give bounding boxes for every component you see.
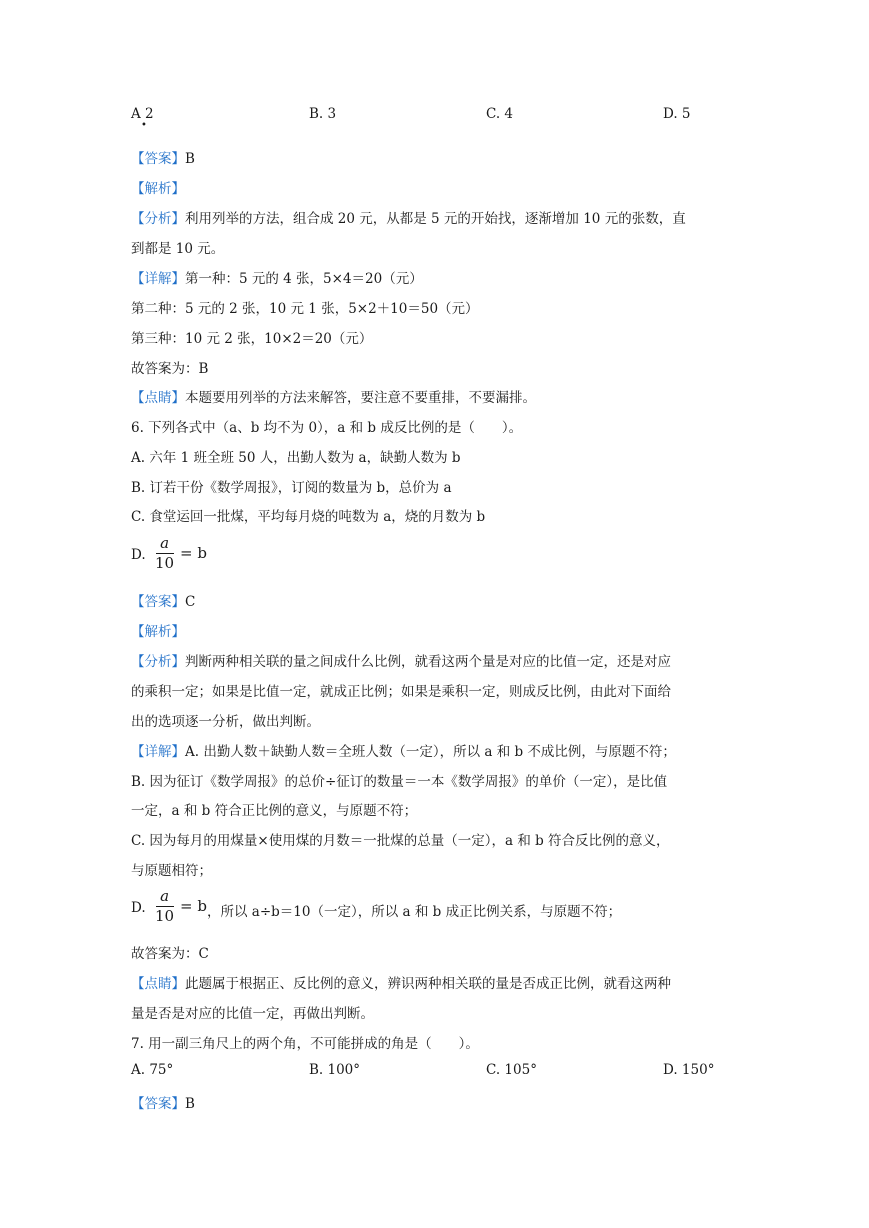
fenxi-text: 利用列举的方法，组合成 20 元，从都是 5 元的开始找，逐渐增加 10 元的张数，直 <box>185 211 686 227</box>
q5-option-b: B. 3 <box>309 106 337 122</box>
q6-detail-b-line-1: B. 因为征订《数学周报》的总价÷征订的数量＝一本《数学周报》的单价（一定），是比值 <box>131 774 668 790</box>
q5-fenxi-line-2: 到都是 10 元。 <box>131 241 225 257</box>
q7-option-c: C. 105° <box>486 1062 537 1078</box>
fenxi-tag: 【分析】 <box>131 211 185 227</box>
answer-tag: 【答案】 <box>131 1096 185 1112</box>
q5-dianjing <box>131 386 536 406</box>
q5-conclusion: 故答案为：B <box>131 361 209 377</box>
q7-stem: 7. 用一副三角尺上的两个角，不可能拼成的角是（ ）。 <box>131 1036 479 1052</box>
q6-detail-b-line-2: 一定，a 和 b 符合正比例的意义，与原题不符； <box>131 803 418 819</box>
q6-detail-d-text: ，所以 a÷b＝10（一定），所以 a 和 b 成正比例关系，与原题不符； <box>207 904 622 920</box>
q6-detail-d-fraction <box>155 888 174 925</box>
q6-stem: 6. 下列各式中（a、b 均不为 0），a 和 b 成反比例的是（ ）。 <box>131 420 523 436</box>
q6-answer <box>131 590 195 610</box>
q5-option-a: A 2 <box>131 106 154 122</box>
q6-fenxi-line-2: 的乘积一定；如果是比值一定，就成正比例；如果是乘积一定，则成反比例，由此对下面给 <box>131 684 671 700</box>
q6-conclusion: 故答案为：C <box>131 946 209 962</box>
q7-option-a: A. 75° <box>131 1062 174 1078</box>
q6-option-c: C. 食堂运回一批煤，平均每月烧的吨数为 a，烧的月数为 b <box>131 509 486 525</box>
q6-option-d-label: D. <box>131 547 146 563</box>
detail-tag: 【详解】 <box>131 271 185 287</box>
q6-detail-a <box>131 740 676 760</box>
q6-dianjing-line-1 <box>131 972 671 992</box>
q6-fenxi-line-3: 出的选项逐一分析，做出判断。 <box>131 714 320 730</box>
answer-value: B <box>185 1096 195 1112</box>
detail-tag: 【详解】 <box>131 744 185 760</box>
fraction-denominator: 10 <box>155 554 175 572</box>
q5-answer <box>131 147 195 167</box>
q7-option-d: D. 150° <box>663 1062 715 1078</box>
q5-option-c: C. 4 <box>486 106 514 122</box>
q6-detail-c-line-1: C. 因为每月的用煤量×使用煤的月数＝一批煤的总量（一定），a 和 b 符合反比例的意义， <box>131 833 670 849</box>
q6-detail-d-rhs: = b <box>180 897 207 915</box>
q6-detail-d-label: D. <box>131 900 146 916</box>
fraction-denominator: 10 <box>155 907 175 925</box>
detail-text: A. 出勤人数＋缺勤人数＝全班人数（一定），所以 a 和 b 不成比例，与原题不符； <box>185 744 676 760</box>
fenxi-text: 判断两种相关联的量之间成什么比例，就看这两个量是对应的比值一定，还是对应 <box>185 654 671 670</box>
dianjing-tag: 【点睛】 <box>131 976 185 992</box>
q6-option-d-rhs: = b <box>180 544 207 562</box>
answer-tag: 【答案】 <box>131 151 185 167</box>
q6-option-a: A. 六年 1 班全班 50 人，出勤人数为 a，缺勤人数为 b <box>131 450 461 466</box>
q5-option-d: D. 5 <box>663 106 691 122</box>
q6-dianjing-line-2: 量是否是对应的比值一定，再做出判断。 <box>131 1006 374 1022</box>
answer-tag: 【答案】 <box>131 594 185 610</box>
q6-detail-c-line-2: 与原题相符； <box>131 863 212 879</box>
q5-fenxi-line-1 <box>131 207 686 227</box>
dianjing-tag: 【点睛】 <box>131 390 185 406</box>
dianjing-text: 此题属于根据正、反比例的意义，辨识两种相关联的量是否成正比例，就看这两种 <box>185 976 671 992</box>
fraction-numerator: a <box>160 887 170 905</box>
q6-option-b: B. 订若干份《数学周报》，订阅的数量为 b，总价为 a <box>131 480 452 496</box>
q5-analysis-tag: 【解析】 <box>131 181 185 197</box>
q7-answer <box>131 1092 195 1112</box>
q5-detail-line-2: 第二种：5 元的 2 张，10 元 1 张，5×2＋10＝50（元） <box>131 301 479 317</box>
q6-fenxi-line-1 <box>131 650 671 670</box>
dianjing-text: 本题要用列举的方法来解答，要注意不要重排，不要漏排。 <box>185 390 536 406</box>
fenxi-tag: 【分析】 <box>131 654 185 670</box>
stray-dot: • <box>141 120 147 131</box>
answer-value: C <box>185 594 196 610</box>
detail-text: 第一种：5 元的 4 张，5×4＝20（元） <box>185 271 423 287</box>
q5-detail-line-1 <box>131 267 423 287</box>
q6-analysis-tag: 【解析】 <box>131 624 185 640</box>
q5-detail-line-3: 第三种：10 元 2 张，10×2＝20（元） <box>131 331 373 347</box>
fraction-numerator: a <box>160 534 170 552</box>
q6-option-d-fraction <box>155 535 174 572</box>
q7-option-b: B. 100° <box>309 1062 361 1078</box>
answer-value: B <box>185 151 195 167</box>
